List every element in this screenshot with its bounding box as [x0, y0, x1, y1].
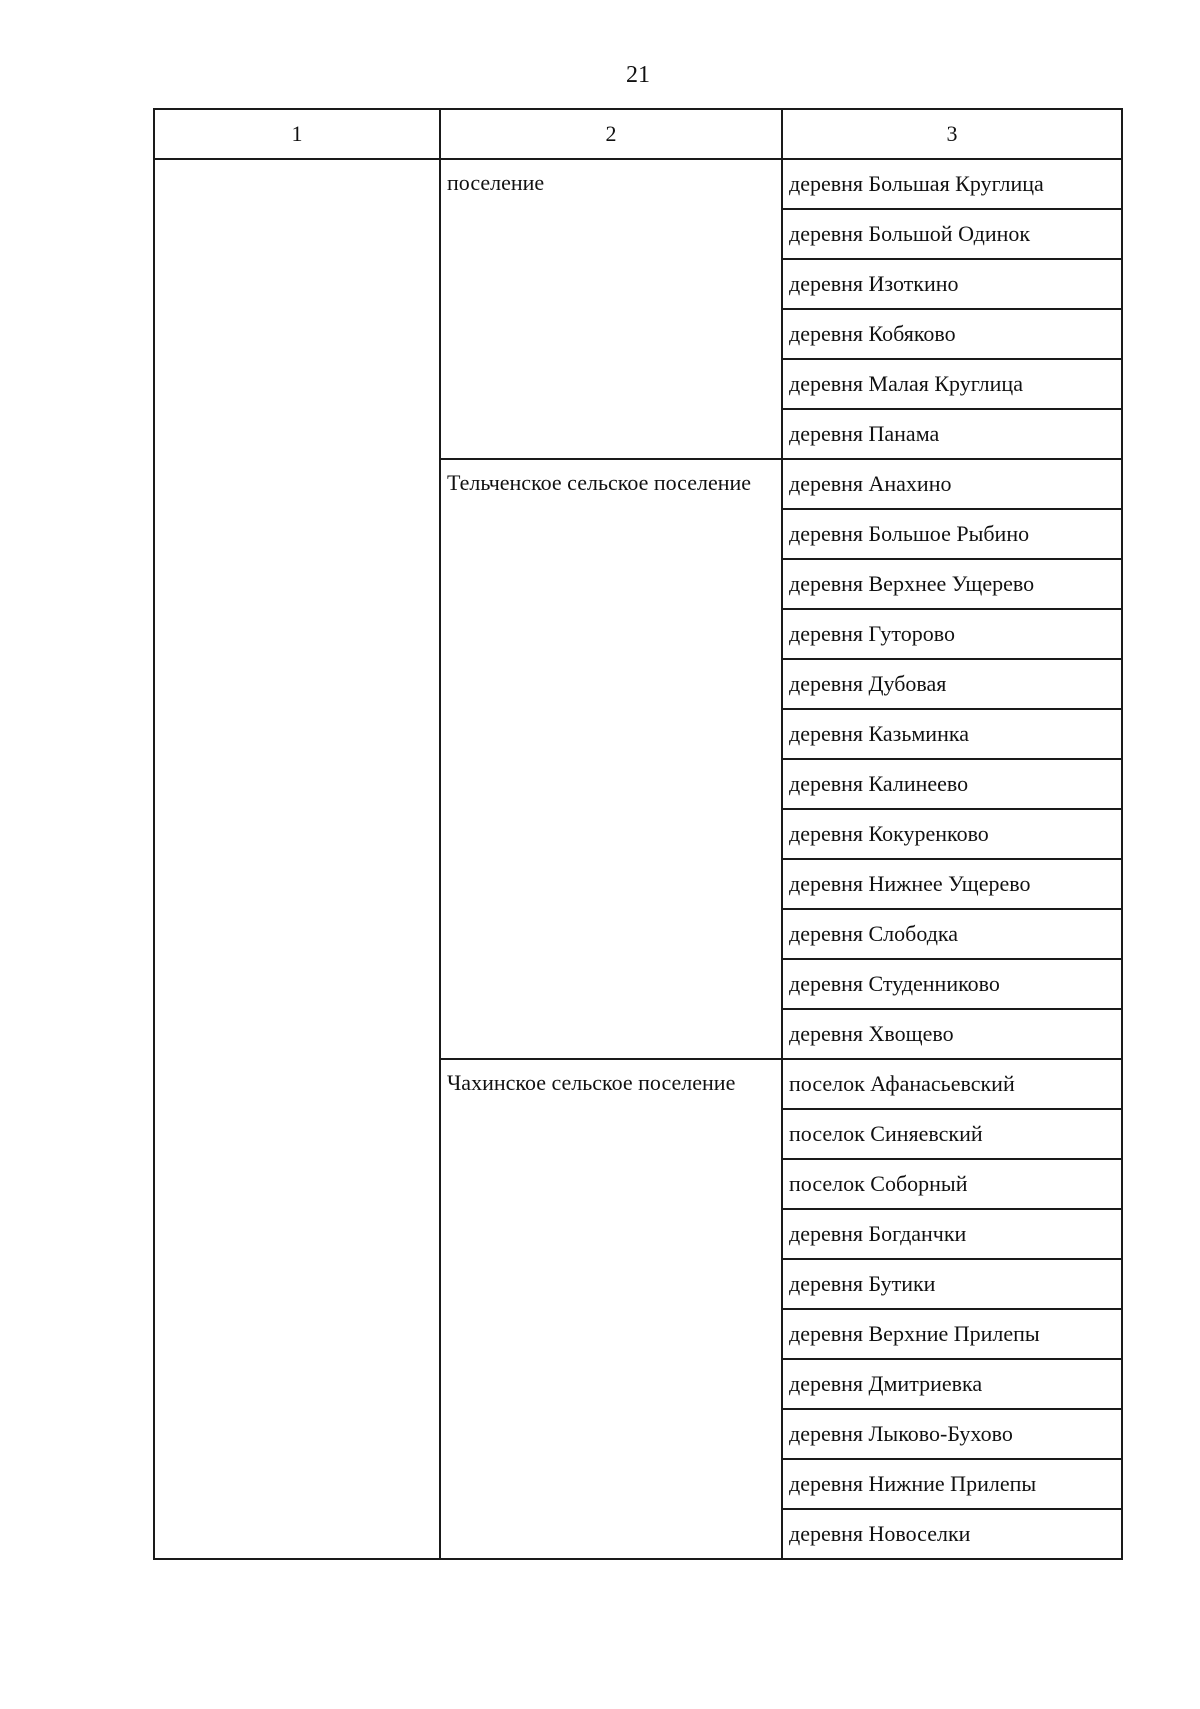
village-cell: деревня Новоселки	[782, 1509, 1122, 1559]
village-cell: деревня Хвощево	[782, 1009, 1122, 1059]
village-cell: деревня Большая Круглица	[782, 159, 1122, 209]
village-cell: деревня Анахино	[782, 459, 1122, 509]
village-cell: деревня Бутики	[782, 1259, 1122, 1309]
village-cell: деревня Дубовая	[782, 659, 1122, 709]
column-header-1: 1	[154, 109, 440, 159]
page-number: 21	[626, 62, 650, 88]
village-cell: деревня Казьминка	[782, 709, 1122, 759]
settlement-cell: Чахинское сельское поселение	[440, 1059, 782, 1559]
settlement-cell: поселение	[440, 159, 782, 459]
table-header-row	[154, 109, 1122, 159]
village-cell: деревня Изоткино	[782, 259, 1122, 309]
village-cell: деревня Гуторово	[782, 609, 1122, 659]
table-row	[154, 159, 1122, 209]
village-cell: деревня Нижнее Ущерево	[782, 859, 1122, 909]
village-cell: деревня Нижние Прилепы	[782, 1459, 1122, 1509]
village-cell: деревня Слободка	[782, 909, 1122, 959]
village-cell: деревня Верхние Прилепы	[782, 1309, 1122, 1359]
village-cell: деревня Дмитриевка	[782, 1359, 1122, 1409]
settlements-table	[153, 108, 1123, 1560]
village-cell: деревня Богданчки	[782, 1209, 1122, 1259]
village-cell: деревня Студенниково	[782, 959, 1122, 1009]
village-cell: поселок Афанасьевский	[782, 1059, 1122, 1109]
village-cell: деревня Кобяково	[782, 309, 1122, 359]
village-cell: деревня Верхнее Ущерево	[782, 559, 1122, 609]
village-cell: поселок Соборный	[782, 1159, 1122, 1209]
column-header-2: 2	[440, 109, 782, 159]
village-cell: деревня Панама	[782, 409, 1122, 459]
village-cell: деревня Большое Рыбино	[782, 509, 1122, 559]
village-cell: деревня Малая Круглица	[782, 359, 1122, 409]
village-cell: деревня Большой Одинок	[782, 209, 1122, 259]
village-cell: поселок Синяевский	[782, 1109, 1122, 1159]
settlement-cell: Тельченское сельское поселение	[440, 459, 782, 1059]
column-header-3: 3	[782, 109, 1122, 159]
district-cell	[154, 159, 440, 1559]
village-cell: деревня Лыково-Бухово	[782, 1409, 1122, 1459]
village-cell: деревня Калинеево	[782, 759, 1122, 809]
village-cell: деревня Кокуренково	[782, 809, 1122, 859]
